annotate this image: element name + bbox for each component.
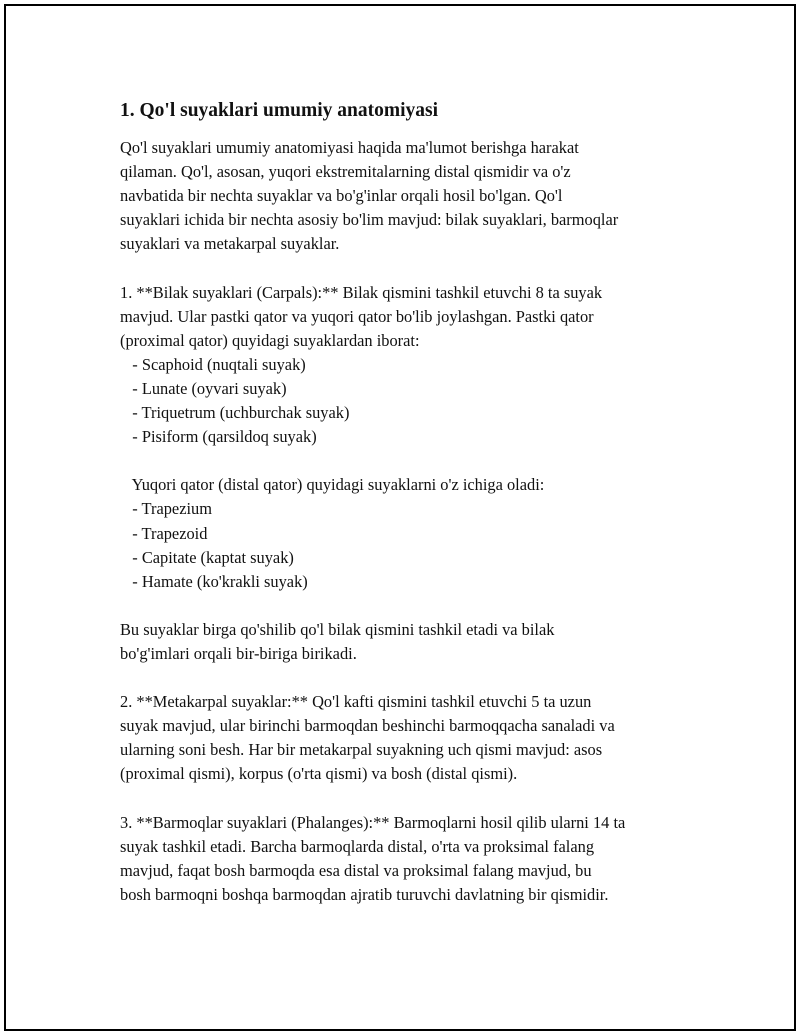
blank-line	[120, 256, 700, 280]
text-line: 1. **Bilak suyaklari (Carpals):** Bilak qismini tashkil etuvchi 8 ta suyak	[120, 282, 603, 302]
text-line: suyak tashkil etadi. Barcha barmoqlarda distal, o'rta va proksimal falang	[120, 836, 595, 856]
phalanges-paragraph	[120, 811, 700, 907]
text-line: navbatida bir nechta suyaklar va bo'g'inlar orqali hosil bo'lgan. Qo'l	[120, 186, 563, 206]
text-line: ularning soni besh. Har bir metakarpal suyakning uch qismi mavjud: asos	[120, 740, 603, 760]
list-item: - Lunate (oyvari suyak)	[120, 378, 287, 398]
blank-line	[120, 449, 700, 473]
text-line: mavjud, faqat bosh barmoqda esa distal va proksimal falang mavjud, bu	[120, 860, 592, 880]
metacarpals-paragraph	[120, 690, 700, 786]
intro-paragraph	[120, 136, 700, 256]
list-item: - Trapezoid	[120, 523, 208, 543]
text-line: mavjud. Ular pastki qator va yuqori qator bo'lib joylashgan. Pastki qator	[120, 306, 594, 326]
carpals-summary-paragraph	[120, 618, 700, 666]
proximal-row-list	[120, 353, 700, 449]
list-item: - Pisiform (qarsildoq suyak)	[120, 427, 317, 447]
list-item: - Capitate (kaptat suyak)	[120, 547, 294, 567]
text-line: suyaklari ichida bir nechta asosiy bo'lim mavjud: bilak suyaklari, barmoqlar	[120, 210, 619, 230]
carpals-paragraph	[120, 281, 700, 353]
blank-line	[120, 787, 700, 811]
text-line: bo'g'imlari orqali bir-biriga birikadi.	[120, 643, 357, 663]
page-frame	[4, 4, 796, 1031]
text-line: 3. **Barmoqlar suyaklari (Phalanges):** Barmoqlarni hosil qilib ularni 14 ta	[120, 812, 626, 832]
distal-row-list	[120, 497, 700, 593]
text-line: suyak mavjud, ular birinchi barmoqdan beshinchi barmoqqacha sanaladi va	[120, 716, 615, 736]
blank-line	[120, 666, 700, 690]
text-line: (proximal qismi), korpus (o'rta qismi) va bosh (distal qismi).	[120, 764, 518, 784]
text-line: 2. **Metakarpal suyaklar:** Qo'l kafti qismini tashkil etuvchi 5 ta uzun	[120, 692, 592, 712]
text-line: qilaman. Qo'l, asosan, yuqori ekstremitalarning distal qismidir va o'z	[120, 162, 571, 182]
list-item: - Triquetrum (uchburchak suyak)	[120, 403, 350, 423]
list-item: - Hamate (ko'krakli suyak)	[120, 571, 308, 591]
list-item: - Trapezium	[120, 499, 212, 519]
section-heading: 1. Qo'l suyaklari umumiy anatomiyasi	[120, 100, 438, 121]
text-line: (proximal qator) quyidagi suyaklardan iborat:	[120, 330, 420, 350]
text-line: bosh barmoqni boshqa barmoqdan ajratib turuvchi davlatning bir qismidir.	[120, 884, 609, 904]
document-body	[120, 98, 700, 907]
text-line: Bu suyaklar birga qo'shilib qo'l bilak qismini tashkil etadi va bilak	[120, 619, 555, 639]
list-item: - Scaphoid (nuqtali suyak)	[120, 354, 306, 374]
text-line: Qo'l suyaklari umumiy anatomiyasi haqida ma'lumot berishga harakat	[120, 138, 579, 157]
distal-row-intro: Yuqori qator (distal qator) quyidagi suyaklarni o'z ichiga oladi:	[120, 475, 545, 495]
text-line: suyaklari va metakarpal suyaklar.	[120, 234, 340, 254]
blank-line	[120, 594, 700, 618]
